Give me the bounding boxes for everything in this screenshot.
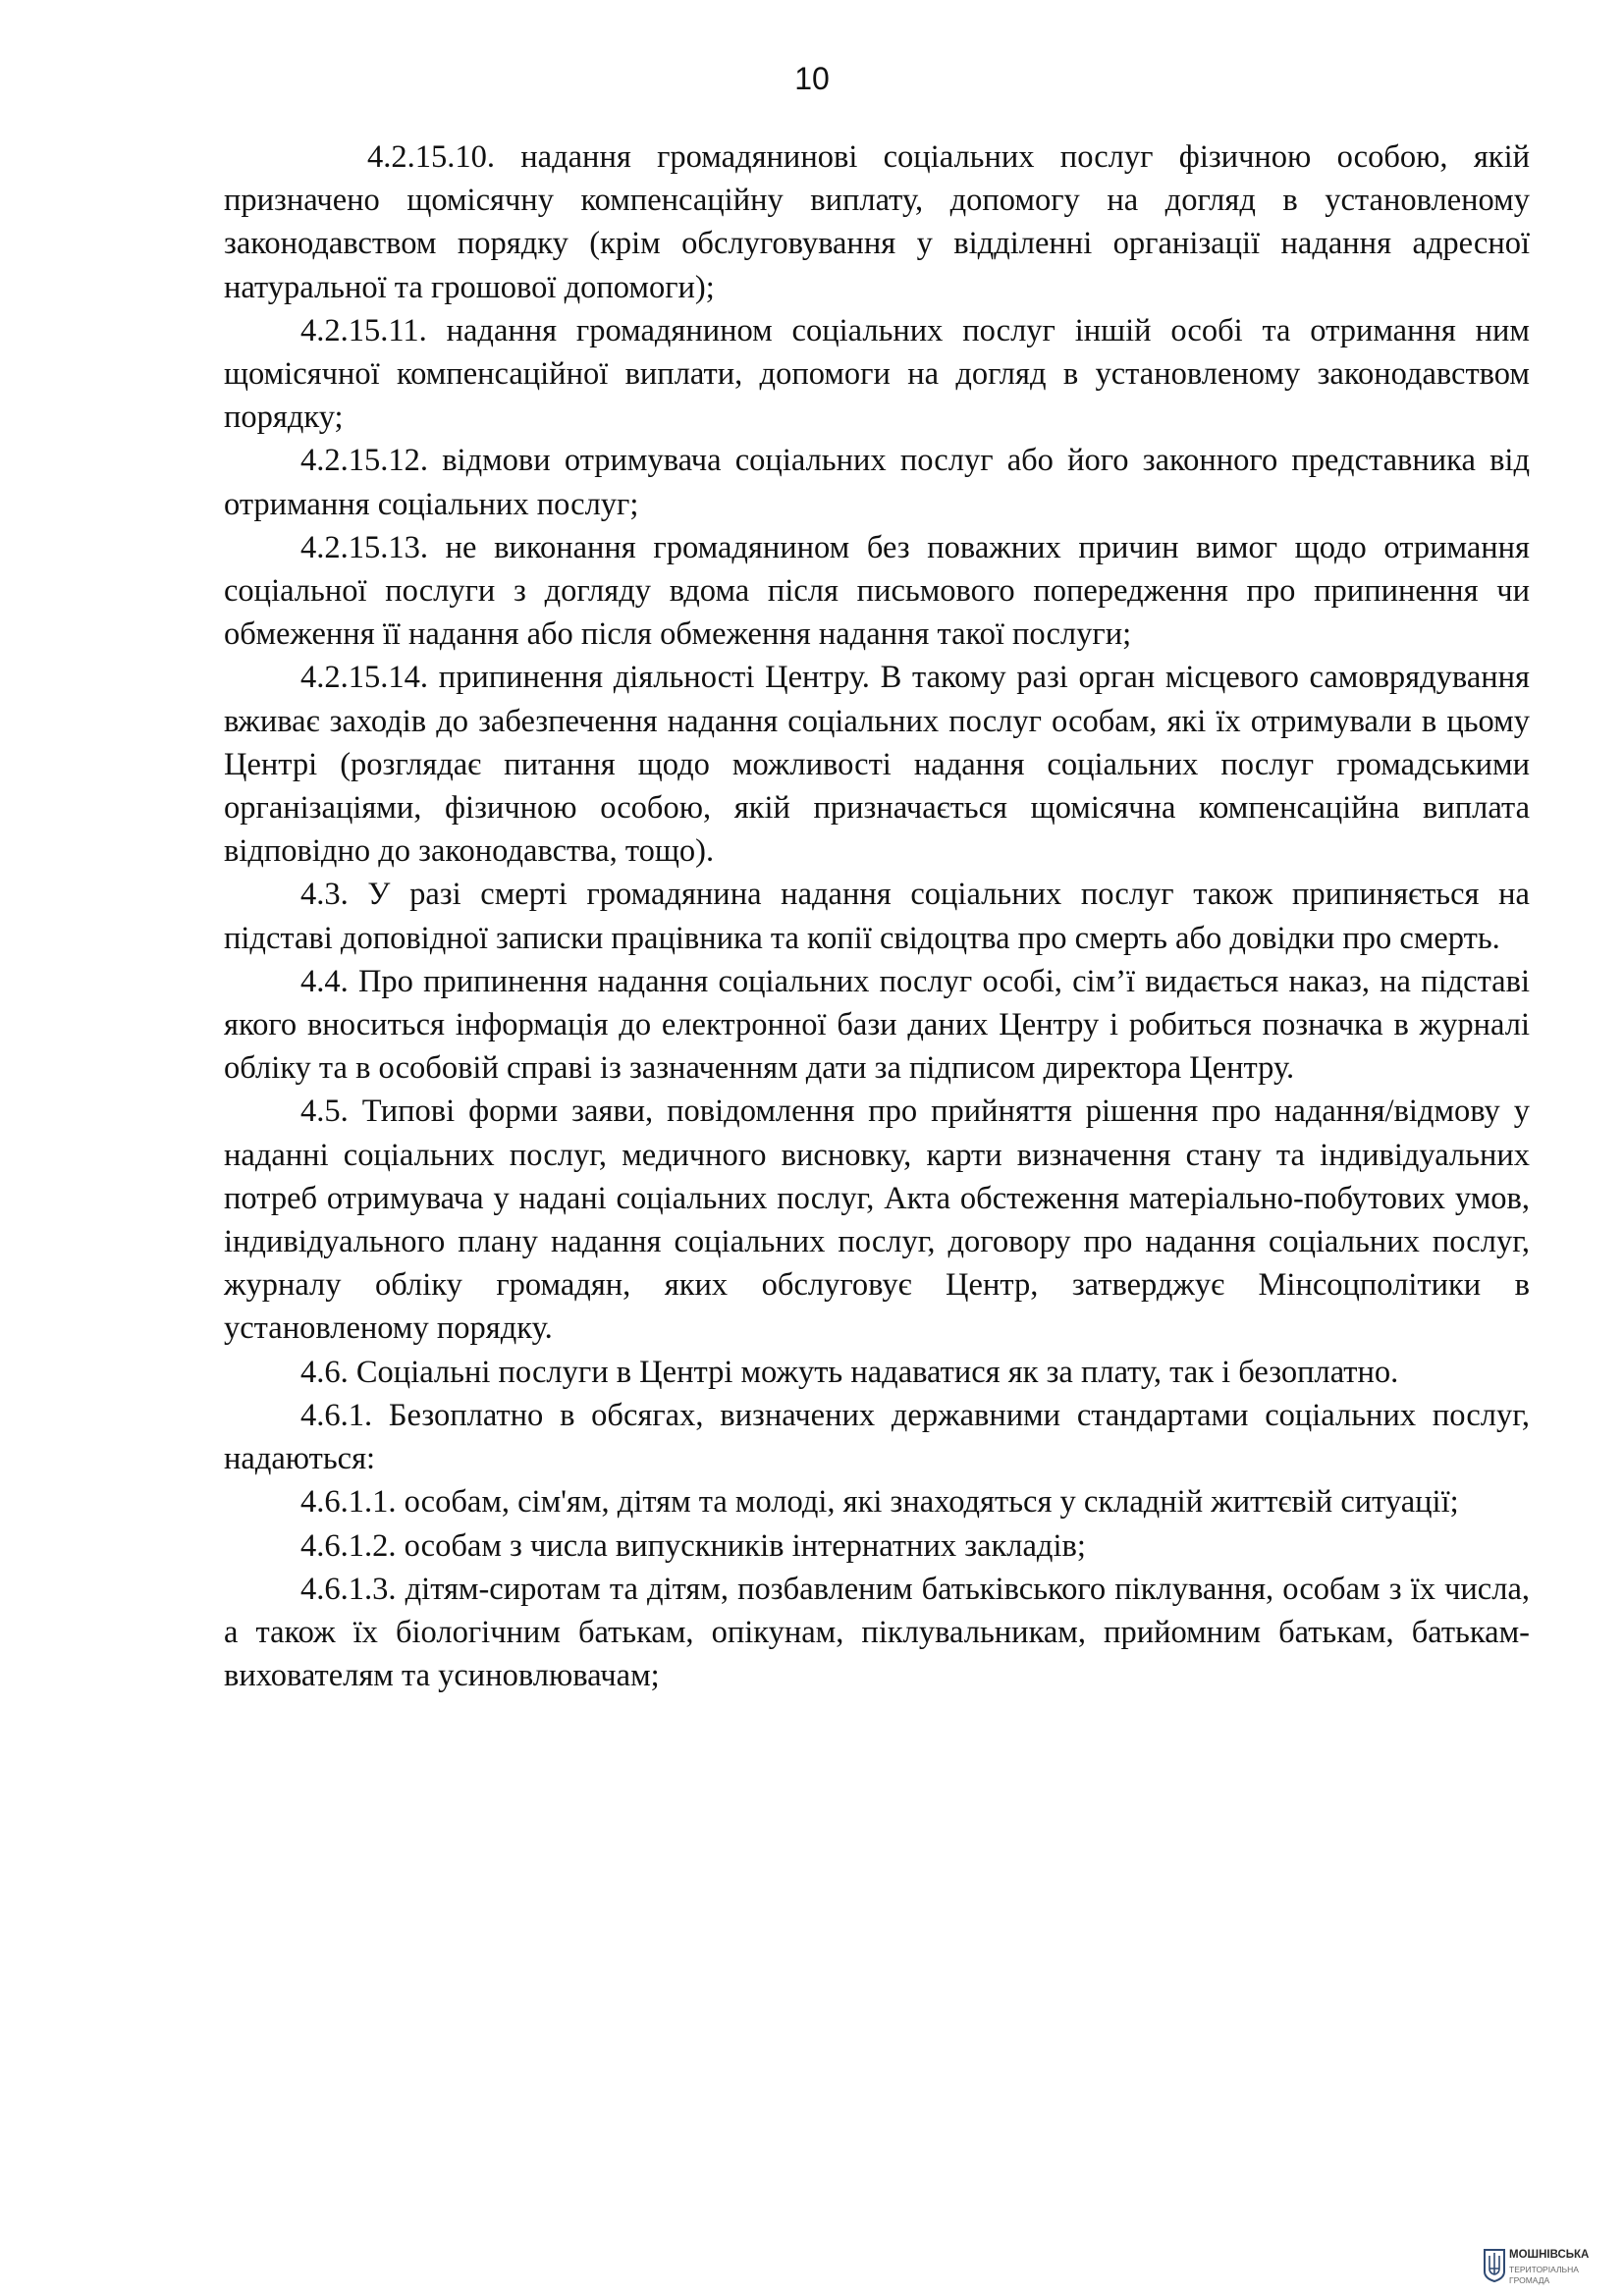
paragraph-4-6-1: 4.6.1. Безоплатно в обсягах, визначених державними стандартами соціальних послуг, надаються:	[224, 1397, 1530, 1477]
watermark-line-1: ТЕРИТОРІАЛЬНА	[1509, 2265, 1579, 2274]
paragraph-4-2-15-13: 4.2.15.13. не виконання громадянином без поважних причин вимог щодо отримання соціальної послуги з догляду вдома після письмового попередження про припинення чи обмеження її надання або після обмеження надання такої послуги;	[224, 529, 1530, 653]
trident-emblem-icon	[1483, 2248, 1506, 2283]
paragraph-4-2-15-12: 4.2.15.12. відмови отримувача соціальних послуг або його законного представника від отримання соціальних послуг;	[224, 443, 1530, 522]
paragraph-4-6: 4.6. Соціальні послуги в Центрі можуть надаватися як за плату, так і безоплатно.	[300, 1354, 1399, 1390]
paragraph-4-6-1-2: 4.6.1.2. особам з числа випускників інтернатних закладів;	[300, 1527, 1086, 1564]
paragraph-4-5: 4.5. Типові форми заяви, повідомлення про прийняття рішення про надання/відмову у наданні соціальних послуг, медичного висновку, карти визначення стану та індивідуальних потреб отримувача у надані соціальних послуг, Акта обстеження матеріально-побутових умов, індивідуального плану надання соціальних послуг, договору про надання соціальних послуг, журналу обліку громадян, яких обслуговує Центр, затверджує Мінсоцполітики в установленому порядку.	[224, 1094, 1530, 1347]
page-number: 10	[794, 61, 830, 96]
paragraph-4-3: 4.3. У разі смерті громадянина надання соціальних послуг також припиняється на підставі доповідної записки працівника та копії свідоцтва про смерть або довідки про смерть.	[224, 877, 1530, 956]
watermark-title: МОШНІВСЬКА	[1509, 2249, 1590, 2261]
paragraph-4-4: 4.4. Про припинення надання соціальних послуг особі, сім’ї видається наказ, на підставі якого вноситься інформація до електронної бази даних Центру і робиться позначка в журналі обліку та в особовій справі із зазначенням дати за підписом директора Центру.	[224, 963, 1530, 1087]
community-watermark-logo	[1483, 2246, 1624, 2293]
paragraph-4-6-1-3: 4.6.1.3. дітям-сиротам та дітям, позбавленим батьківського піклування, особам з їх числа, а також їх біологічним батькам, опікунам, піклувальникам, прийомним батькам, батькам-вихователям та усиновлювачам;	[224, 1571, 1530, 1694]
paragraph-4-2-15-11: 4.2.15.11. надання громадянином соціальних послуг іншій особі та отримання ним щомісячної компенсаційної виплати, допомоги на догляд в установленому законодавством порядку;	[224, 312, 1530, 436]
paragraph-4-2-15-10: 4.2.15.10. надання громадянинові соціальних послуг фізичною особою, якій призначено щомісячну компенсаційну виплату, допомогу на догляд в установленому законодавством порядку (крім обслуговування у відділенні організації надання адресної натуральної та грошової допомоги);	[224, 139, 1530, 305]
watermark-line-2: ГРОМАДА	[1509, 2275, 1550, 2285]
paragraph-4-2-15-14: 4.2.15.14. припинення діяльності Центру. В такому разі орган місцевого самоврядування вживає заходів до забезпечення надання соціальних послуг особам, які їх отримували в цьому Центрі (розглядає питання щодо можливості надання соціальних послуг громадськими організаціями, фізичною особою, якій призначається щомісячна компенсаційна виплата відповідно до законодавства, тощо).	[224, 660, 1530, 870]
document-body	[224, 135, 1530, 1697]
paragraph-4-6-1-1: 4.6.1.1. особам, сім'ям, дітям та молоді, які знаходяться у складній життєвій ситуації;	[300, 1484, 1459, 1521]
